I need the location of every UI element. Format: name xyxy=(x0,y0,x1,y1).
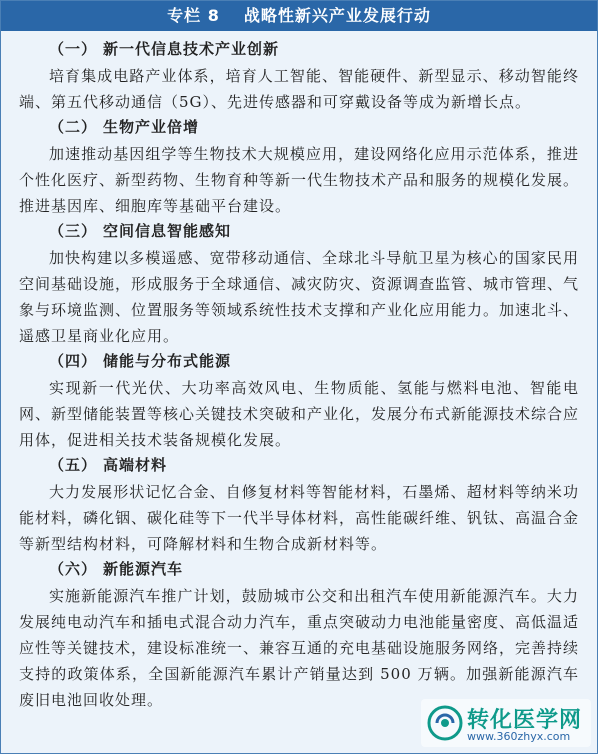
column-title: 战略性新兴产业发展行动 xyxy=(243,6,431,25)
section-body: 实现新一代光伏、大功率高效风电、生物质能、氢能与燃料电池、智能电网、新型储能装置等核心关键技术突破和产业化，发展分布式新能源技术综合应用体，促进相关技术装备规模化发展。 xyxy=(19,379,580,449)
section-heading xyxy=(19,219,579,245)
section-title: 储能与分布式能源 xyxy=(103,352,232,370)
section-heading xyxy=(19,453,579,479)
site-logo-icon xyxy=(427,705,463,741)
site-watermark xyxy=(421,699,591,747)
section-number: （六） xyxy=(49,560,98,578)
section-title: 高端材料 xyxy=(103,456,168,474)
section-heading xyxy=(19,37,579,63)
column-content xyxy=(1,31,597,713)
section-new-energy-vehicles xyxy=(19,557,579,713)
section-number: （一） xyxy=(49,40,98,58)
section-body: 培育集成电路产业体系，培育人工智能、智能硬件、新型显示、移动智能终端、第五代移动通信（5G）、先进传感器和可穿戴设备等成为新增长点。 xyxy=(19,67,579,111)
section-body: 实施新能源汽车推广计划，鼓励城市公交和出租汽车使用新能源汽车。大力发展纯电动汽车和插电式混合动力汽车，重点突破动力电池能量密度、高低温适应性等关键技术，建设标准统一、兼容互通的充电基础设施服务网络，完善持续支持的政策体系，全国新能源汽车累计产销量达到 500 万辆。加强新能源汽车废旧电池回收处理。 xyxy=(19,587,580,709)
section-body: 加速推动基因组学等生物技术大规模应用，建设网络化应用示范体系，推进个性化医疗、新型药物、生物育种等新一代生物技术产品和服务的规模化发展。推进基因库、细胞库等基础平台建设。 xyxy=(19,145,580,215)
column-header xyxy=(1,1,597,31)
section-energy-storage xyxy=(19,349,579,453)
section-title: 空间信息智能感知 xyxy=(103,222,232,240)
section-number: （四） xyxy=(49,352,98,370)
section-advanced-materials xyxy=(19,453,579,557)
section-body: 大力发展形状记忆合金、自修复材料等智能材料，石墨烯、超材料等纳米功能材料，磷化铟、碳化硅等下一代半导体材料，高性能碳纤维、钒钛、高温合金等新型结构材料，可降解材料和生物合成新材料等。 xyxy=(19,483,580,553)
column-label: 专栏 8 xyxy=(167,6,220,25)
section-heading xyxy=(19,115,579,141)
watermark-name: 转化医学网 xyxy=(467,708,583,733)
section-new-generation-it xyxy=(19,37,579,115)
section-number: （二） xyxy=(49,118,98,136)
section-body: 加快构建以多模遥感、宽带移动通信、全球北斗导航卫星为核心的国家民用空间基础设施，形成服务于全球通信、减灾防灾、资源调查监管、城市管理、气象与环境监测、位置服务等领域系统性技术支撑和产业化应用能力。加速北斗、遥感卫星商业化应用。 xyxy=(19,249,580,345)
section-space-info xyxy=(19,219,579,349)
section-number: （五） xyxy=(49,456,98,474)
section-title: 生物产业倍增 xyxy=(103,118,200,136)
watermark-url: www.360zhyx.com xyxy=(467,730,571,743)
section-bio-industry xyxy=(19,115,579,219)
section-heading xyxy=(19,349,579,375)
section-title: 新一代信息技术产业创新 xyxy=(103,40,280,58)
section-title: 新能源汽车 xyxy=(103,560,184,578)
section-heading xyxy=(19,557,579,583)
section-number: （三） xyxy=(49,222,98,240)
